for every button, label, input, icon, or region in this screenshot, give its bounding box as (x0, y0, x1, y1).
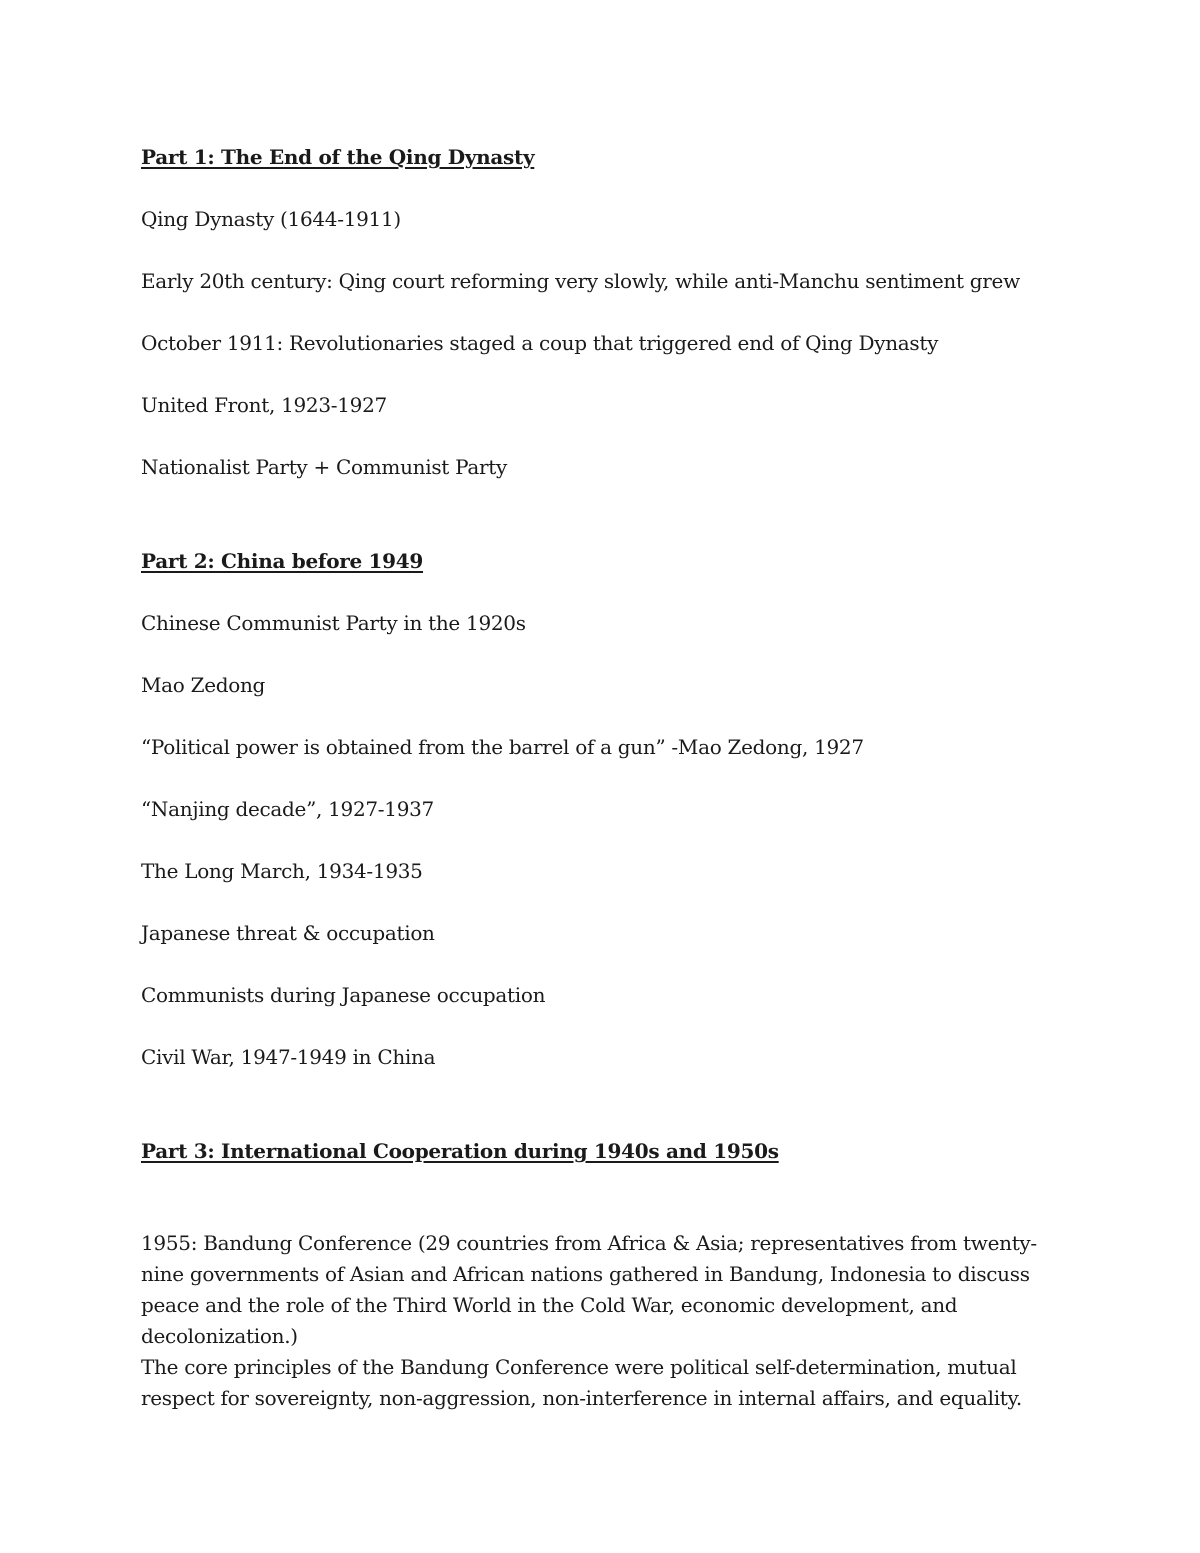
part2-item-nanjing-decade: “Nanjing decade”, 1927-1937 (141, 797, 434, 821)
part1-item-united-front: United Front, 1923-1927 (141, 393, 387, 417)
part3-paragraph-principles: The core principles of the Bandung Conference were political self-determination, mutual respect for sovereignty, non-aggression, non-interference in internal affairs, and equality. (141, 1355, 1022, 1410)
part2-item-communists-occupation: Communists during Japanese occupation (141, 983, 546, 1007)
part1-item-early-20th-century: Early 20th century: Qing court reforming very slowly, while anti-Manchu sentiment grew (141, 269, 1020, 293)
part1-item-october-1911: October 1911: Revolutionaries staged a coup that triggered end of Qing Dynasty (141, 331, 939, 355)
part1-item-qing-dynasty: Qing Dynasty (1644-1911) (141, 207, 401, 231)
part3-paragraph-bandung: 1955: Bandung Conference (29 countries from Africa & Asia; representatives from twenty-nine governments of Asian and African nations gathered in Bandung, Indonesia to discuss peace and the role of the Third World in the Cold War, economic development, and decolonization.) (141, 1231, 1037, 1348)
part2-item-ccp-1920s: Chinese Communist Party in the 1920s (141, 611, 526, 635)
part3-heading: Part 3: International Cooperation during 1940s and 1950s (141, 1139, 779, 1163)
part2-item-long-march: The Long March, 1934-1935 (141, 859, 423, 883)
part1-item-parties: Nationalist Party + Communist Party (141, 455, 507, 479)
part1-heading: Part 1: The End of the Qing Dynasty (141, 145, 535, 169)
part2-item-mao-quote: “Political power is obtained from the barrel of a gun” -Mao Zedong, 1927 (141, 735, 864, 759)
part2-heading: Part 2: China before 1949 (141, 549, 424, 573)
part2-item-civil-war: Civil War, 1947-1949 in China (141, 1045, 436, 1069)
part2-item-mao-zedong: Mao Zedong (141, 673, 266, 697)
part2-item-japanese-threat: Japanese threat & occupation (141, 921, 435, 945)
